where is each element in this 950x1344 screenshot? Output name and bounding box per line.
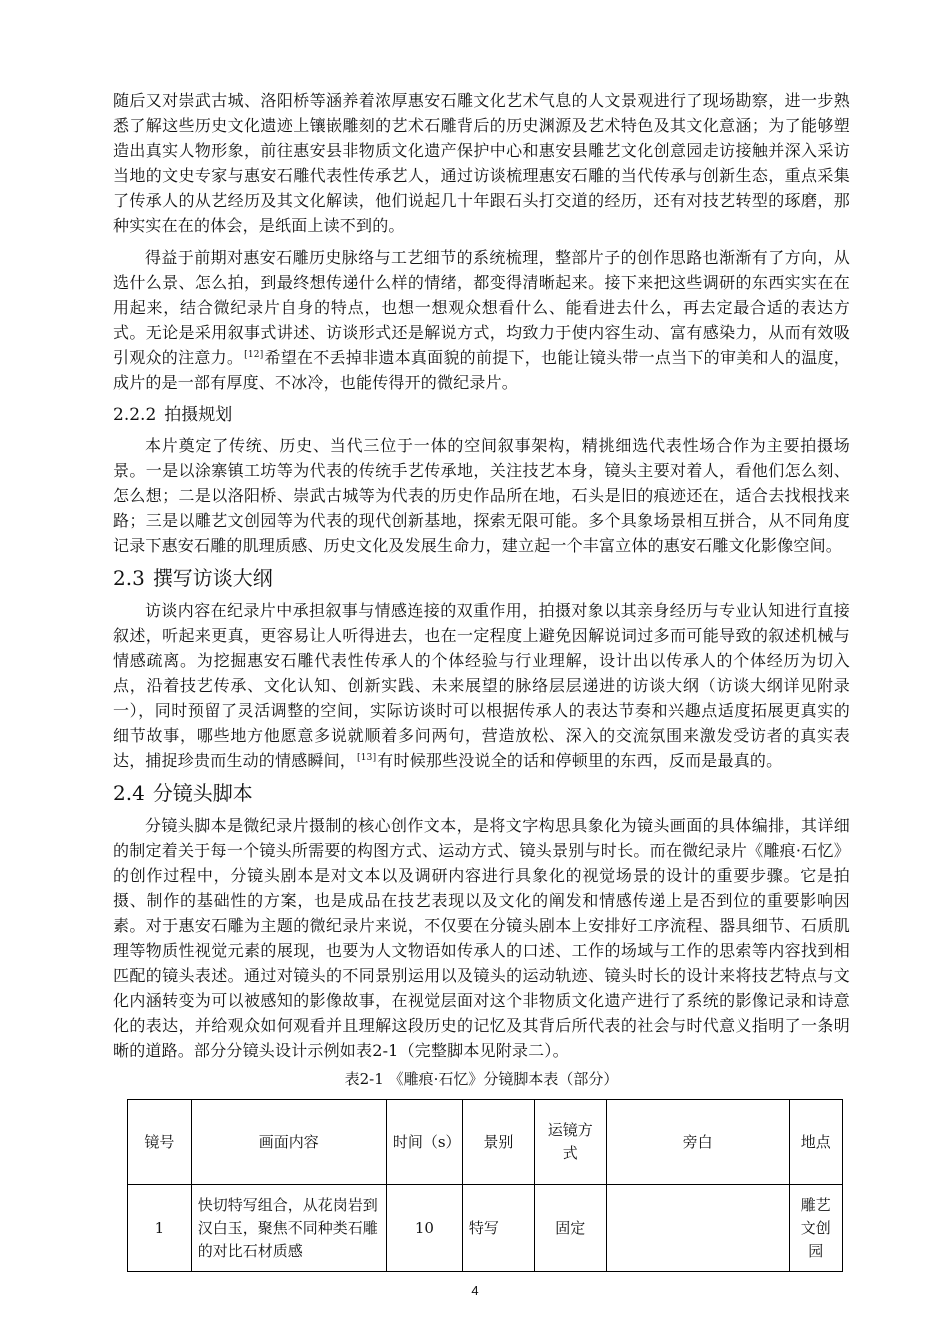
subsection-heading-shooting-plan [113,403,850,427]
paragraph-text: 得益于前期对惠安石雕历史脉络与工艺细节的系统梳理，整部片子的创作思路也渐渐有了方向，从选什么景、怎么拍，到最终想传递什么样的情绪，都变得清晰起来。接下来把这些调研的东西实实在在用起来，结合微纪录片自身的特点，也想一想观众想看什么、能看进去什么，再去定最合适的表达方式。无论是采用叙事式讲述、访谈形式还是解说方式，均致力于使内容生动、富有感染力，从而有效吸引观众的注意力。 [113,248,850,367]
paragraph-text: 有时候那些没说全的话和停顿里的东西，反而是最真的。 [377,751,783,770]
section-title: 分镜头脚本 [152,781,253,805]
cell-location: 雕艺文创园 [789,1185,842,1272]
paragraph-shooting-plan: 本片奠定了传统、历史、当代三位于一体的空间叙事架构，精挑细选代表性场合作为主要拍摄场景。一是以涂寨镇工坊等为代表的传统手艺传承地，关注技艺本身，镜头主要对着人，看他们怎么刻、怎么想；二是以洛阳桥、崇武古城等为代表的历史作品所在地，石头是旧的痕迹还在，适合去找根找来路；三是以雕艺文创园等为代表的现代创新基地，探索无限可能。多个具象场景相互拼合，从不同角度记录下惠安石雕的肌理质感、历史文化及发展生命力，建立起一个丰富立体的惠安石雕文化影像空间。 [113,436,850,555]
cell-frame-content: 快切特写组合，从花岗岩到汉白玉，聚焦不同种类石雕的对比石材质感 [191,1185,386,1272]
header-shot-size: 景别 [462,1100,534,1185]
section-number: 2.2.2 [113,405,157,425]
cell-shot-number: 1 [128,1185,192,1272]
paragraph-storyboard: 分镜头脚本是微纪录片摄制的核心创作文本，是将文字构思具象化为镜头画面的具体编排，其详细的制定着关于每一个镜头所需要的构图方式、运动方式、镜头景别与时长。而在微纪录片《雕痕·石忆》的创作过程中，分镜头剧本是对文本以及调研内容进行具象化的视觉场景的设计的重要步骤。它是拍摄、制作的基础性的方案，也是成品在技艺表现以及文化的阐发和情感传递上是否到位的重要影响因素。对于惠安石雕为主题的微纪录片来说，不仅要在分镜头剧本上安排好工序流程、器具细节、石质肌理等物质性视觉元素的展现，也要为人文物语如传承人的口述、工作的场域与工作的思索等内容找到相匹配的镜头表述。通过对镜头的不同景别运用以及镜头的运动轨迹、镜头时长的设计来将技艺特点与文化内涵转变为可以被感知的影像故事，在视觉层面对这个非物质文化遗产进行了系统的影像记录和诗意化的表达，并给观众如何观看并且理解这段历史的记忆及其背后所代表的社会与时代意义指明了一条明晰的道路。部分分镜头设计示例如表2-1（完整脚本见附录二）。 [113,816,850,1060]
cell-camera-movement: 固定 [534,1185,606,1272]
cell-narration [606,1185,789,1272]
cell-shot-size: 特写 [462,1185,534,1272]
section-title: 撰写访谈大纲 [152,566,273,590]
section-number: 2.3 [113,566,145,590]
table-header-row [128,1100,843,1185]
header-location: 地点 [789,1100,842,1185]
storyboard-table [127,1099,843,1272]
paragraph-creative-approach [113,245,850,395]
page-number: 4 [471,1283,479,1298]
section-number: 2.4 [113,781,145,805]
section-heading-storyboard [113,779,850,807]
table-row [128,1185,843,1272]
paragraph-text: 希望在不丢掉非遗本真面貌的前提下，也能让镜头带一点当下的审美和人的温度，成片的是一部有厚度、不冰冷，也能传得开的微纪录片。 [113,348,851,392]
paragraph-text: 访谈内容在纪录片中承担叙事与情感连接的双重作用，拍摄对象以其亲身经历与专业认知进行直接叙述，听起来更真，更容易让人听得进去，也在一定程度上避免因解说词过多而可能导致的叙述机械与情感疏离。为挖掘惠安石雕代表性传承人的个体经验与行业理解，设计出以传承人的个体经历为切入点，沿着技艺传承、文化认知、创新实践、未来展望的脉络层层递进的访谈大纲（访谈大纲详见附录一），同时预留了灵活调整的空间，实际访谈时可以根据传承人的表达节奏和兴趣点适度拓展更真实的细节故事，哪些地方他愿意多说就顺着多问两句，营造放松、深入的交流氛围来激发受访者的真实表达，捕捉珍贵而生动的情感瞬间， [113,601,850,770]
header-shot-number: 镜号 [128,1100,192,1185]
paragraph-fieldwork: 随后又对崇武古城、洛阳桥等涵养着浓厚惠安石雕文化艺术气息的人文景观进行了现场勘察，进一步熟悉了解这些历史文化遗迹上镶嵌雕刻的艺术石雕背后的历史渊源及艺术特色及其文化意涵；为了能够塑造出真实人物形象，前往惠安县非物质文化遗产保护中心和惠安县雕艺文化创意园走访接触并深入采访当地的文史专家与惠安石雕代表性传承艺人，通过访谈梳理惠安石雕的当代传承与创新生态，重点采集了传承人的从艺经历及其文化解读，他们说起几十年跟石头打交道的经历，还有对技艺转型的琢磨，那种实实在在的体会，是纸面上读不到的。 [113,91,850,235]
header-narration: 旁白 [606,1100,789,1185]
section-heading-interview-outline [113,564,850,592]
header-duration: 时间（s） [386,1100,462,1185]
header-frame-content: 画面内容 [191,1100,386,1185]
citation-marker: [13] [357,752,377,763]
table-caption: 表2-1 《雕痕·石忆》分镜脚本表（部分） [344,1070,619,1088]
citation-marker: [12] [244,349,264,360]
paragraph-interview-outline [113,598,850,773]
cell-duration: 10 [386,1185,462,1272]
page-content [113,88,850,1272]
section-title: 拍摄规划 [164,405,233,425]
header-camera-movement: 运镜方式 [534,1100,606,1185]
